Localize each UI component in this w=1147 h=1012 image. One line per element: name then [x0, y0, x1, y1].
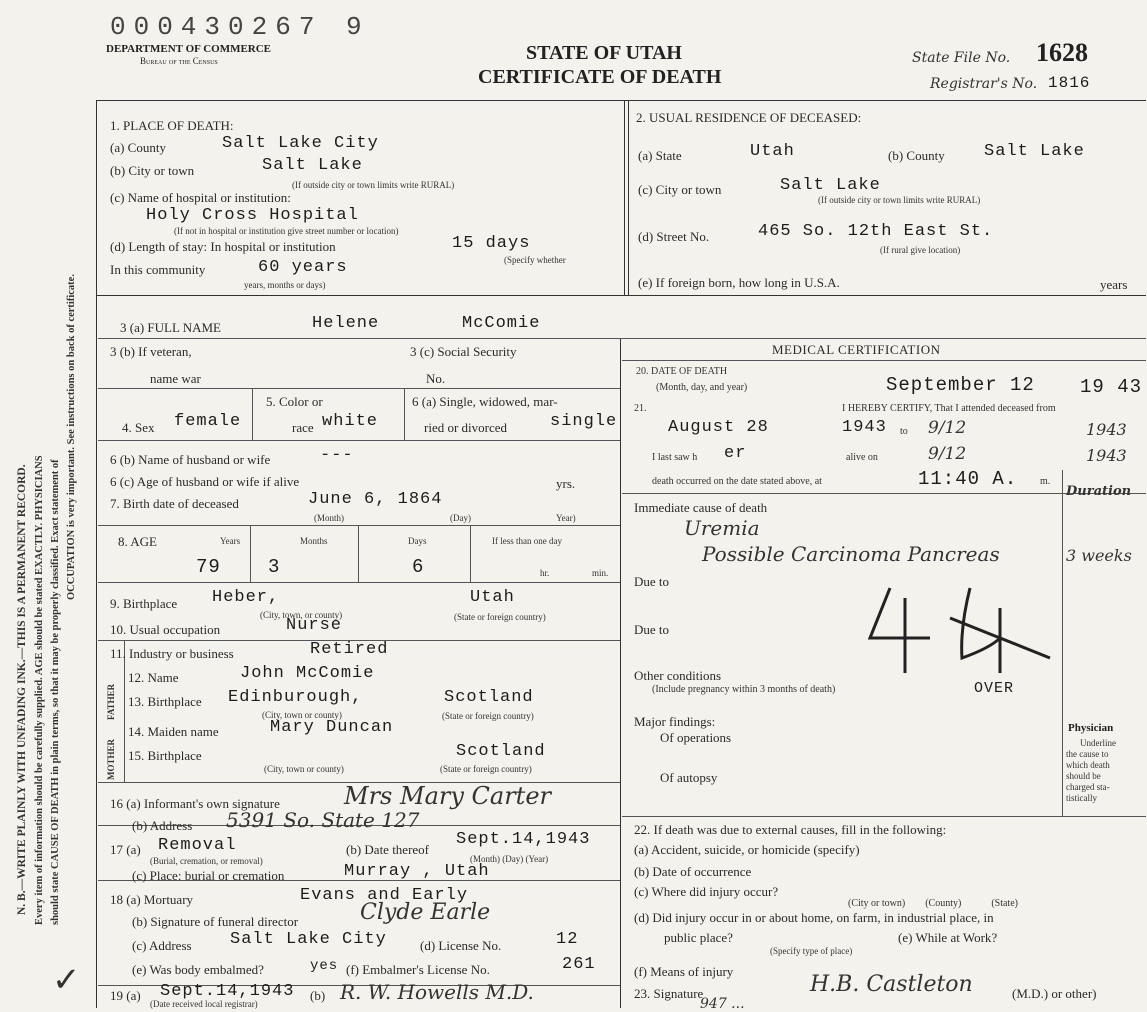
full-name-label: 3 (a) FULL NAME: [120, 320, 221, 335]
embalmed-label: (e) Was body embalmed?: [132, 962, 264, 977]
physician-note-1: Underline: [1080, 738, 1116, 748]
place-city-note: (If outside city or town limits write RURAL): [292, 180, 455, 190]
death-year-value: 19 43: [1080, 376, 1143, 398]
father-city-note: (City, town or county): [262, 710, 342, 720]
father-birthplace-city: Edinburough,: [228, 688, 363, 707]
home-injury-label: (d) Did injury occur in or about home, on farm, in industrial place, in: [634, 910, 994, 925]
duration-header: Duration: [1066, 484, 1132, 499]
attend-to-year: 1943: [1086, 420, 1127, 439]
informant-address: 5391 So. State 127: [226, 808, 420, 832]
filed-note: (Date received local registrar): [150, 999, 258, 1009]
occurrence-label: (b) Date of occurrence: [634, 864, 752, 879]
industry-label: 11. Industry or business: [110, 646, 234, 661]
ssn-label: 3 (c) Social Security: [410, 344, 517, 359]
removal-date-value: Sept.14,1943: [456, 830, 591, 849]
director-signature-label: (b) Signature of funeral director: [132, 914, 299, 929]
license-value: 12: [556, 930, 579, 949]
state-file-label: State File No.: [912, 50, 1011, 66]
residence-county-label: (b) County: [888, 148, 945, 163]
birth-date-value: June 6, 1864: [308, 490, 443, 509]
father-birthplace-country: Scotland: [444, 688, 534, 707]
mother-state-note: (State or foreign country): [440, 764, 532, 774]
place-city-value: Salt Lake: [262, 156, 363, 175]
husband-value: ---: [320, 446, 354, 465]
stay-label: (d) Length of stay: In hospital or institution: [110, 239, 336, 254]
birthplace-city-value: Heber,: [212, 588, 280, 607]
filed-label: 19 (a): [110, 988, 141, 1003]
informant-signature-label: 16 (a) Informant's own signature: [110, 796, 280, 811]
race-label: 5. Color or: [266, 394, 323, 409]
specify-place-note: (Specify type of place): [770, 946, 853, 956]
informant-signature: Mrs Mary Carter: [344, 782, 551, 810]
residence-heading: 2. USUAL RESIDENCE OF DECEASED:: [636, 110, 862, 125]
hospital-note: (If not in hospital or institution give street number or location): [174, 226, 399, 236]
mother-city-note: (City, town or county): [264, 764, 344, 774]
residence-street-value: 465 So. 12th East St.: [758, 222, 994, 241]
alive-date: 9/12: [928, 444, 967, 464]
age-days-value: 6: [412, 556, 425, 578]
age-label: 8. AGE: [118, 534, 157, 549]
birthplace-state-note: (State or foreign country): [454, 612, 546, 622]
burial-place-value: Murray , Utah: [344, 862, 490, 881]
foreign-born-label: (e) If foreign born, how long in U.S.A.: [638, 275, 840, 290]
attend-from-date: August 28: [668, 418, 769, 437]
immediate-cause-1: Uremia: [684, 516, 760, 540]
occurred-label: death occurred on the date stated above, at: [652, 476, 822, 487]
birthplace-state-value: Utah: [470, 588, 515, 607]
physician-note-3: which death: [1066, 760, 1110, 770]
burial-place-label: (c) Place: burial or cremation: [132, 868, 285, 883]
attend-from-year: 1943: [842, 418, 887, 437]
director-signature: Clyde Earle: [360, 900, 491, 925]
mother-tag: MOTHER: [106, 738, 116, 780]
while-at-work-label: (e) While at Work?: [898, 930, 998, 945]
scribble-mark: [850, 578, 1060, 678]
place-county-label: (a) County: [110, 140, 166, 155]
place-heading: 1. PLACE OF DEATH:: [110, 118, 234, 133]
age-days-label: Days: [408, 536, 427, 546]
physician-note-6: tistically: [1066, 793, 1097, 803]
physician-label: Physician: [1068, 722, 1114, 734]
veteran-label: 3 (b) If veteran,: [110, 344, 192, 359]
father-name-label: 12. Name: [128, 670, 179, 685]
certificate-title: CERTIFICATE OF DEATH: [478, 66, 722, 88]
father-name-value: John McComie: [240, 664, 375, 683]
place-county-value: Salt Lake City: [222, 134, 379, 153]
margin-instruction-1: N. B.—WRITE PLAINLY WITH UNFADING INK.—THIS IS A PERMANENT RECORD.: [16, 464, 28, 915]
sex-label: 4. Sex: [122, 420, 155, 435]
state-file-number: 1628: [1036, 38, 1088, 67]
occupation-label: 10. Usual occupation: [110, 622, 221, 637]
certify-text: I HEREBY CERTIFY, That I attended deceased from: [842, 403, 1056, 414]
race-value: white: [322, 412, 379, 431]
margin-check-mark: ✓: [52, 962, 81, 999]
attend-to-label: to: [900, 426, 908, 437]
immediate-cause-label: Immediate cause of death: [634, 500, 768, 515]
physician-note-5: charged sta-: [1066, 782, 1110, 792]
signature-23-label: 23. Signature: [634, 986, 704, 1001]
community-note: years, months or days): [244, 280, 326, 290]
public-place-label: public place?: [664, 930, 733, 945]
death-time-m: m.: [1040, 476, 1051, 487]
margin-instruction-4: OCCUPATION is very important. See instructions on back of certificate.: [66, 274, 77, 600]
registrar-number: 1816: [1048, 74, 1091, 92]
removal-date-label: (b) Date thereof: [346, 842, 430, 857]
removal-date-note: (Month) (Day) (Year): [470, 854, 549, 864]
city-county-state-note: (City or town) (County) (State): [848, 898, 1018, 909]
age-years-label: Years: [220, 536, 241, 546]
age-min-label: min.: [592, 568, 609, 578]
filed-value: Sept.14,1943: [160, 982, 295, 1001]
informant-address-label: (b) Address: [132, 818, 193, 833]
age-months-value: 3: [268, 556, 281, 578]
father-state-note: (State or foreign country): [442, 711, 534, 721]
first-name-value: Helene: [312, 314, 380, 333]
hospital-value: Holy Cross Hospital: [146, 206, 359, 225]
death-time-value: 11:40 A.: [918, 468, 1018, 490]
where-injury-label: (c) Where did injury occur?: [634, 884, 779, 899]
other-conditions-label: Other conditions: [634, 668, 722, 683]
over-label: OVER: [974, 680, 1015, 697]
residence-state-label: (a) State: [638, 148, 682, 163]
md-or-other-label: (M.D.) or other): [1012, 986, 1097, 1001]
mother-name-value: Mary Duncan: [270, 718, 394, 737]
mother-birthplace-label: 15. Birthplace: [128, 748, 202, 763]
registrar-label: Registrar's No.: [930, 76, 1038, 92]
age-hr-label: hr.: [540, 568, 550, 578]
residence-street-note: (If rural give location): [880, 245, 961, 255]
embalmer-license-label: (f) Embalmer's License No.: [346, 962, 490, 977]
industry-value: Retired: [310, 640, 389, 659]
last-saw-value: er: [724, 444, 747, 463]
hospital-label: (c) Name of hospital or institution:: [110, 190, 291, 205]
means-injury-label: (f) Means of injury: [634, 964, 734, 979]
marital-value: single: [550, 412, 618, 431]
specify-note: (Specify whether: [504, 255, 566, 265]
removal-note: (Burial, cremation, or removal): [150, 856, 263, 866]
sex-value: female: [174, 412, 242, 431]
mother-name-label: 14. Maiden name: [128, 724, 219, 739]
age-months-label: Months: [300, 536, 328, 546]
alive-year: 1943: [1086, 446, 1127, 465]
birth-year-note: Year): [556, 513, 576, 523]
serial-number: 000430267 9: [110, 12, 370, 42]
residence-county-value: Salt Lake: [984, 142, 1085, 161]
race-word: race: [292, 420, 314, 435]
residence-city-note: (If outside city or town limits write RURAL): [818, 195, 981, 205]
residence-street-label: (d) Street No.: [638, 229, 710, 244]
mortuary-value: Evans and Early: [300, 886, 469, 905]
birth-date-label: 7. Birth date of deceased: [110, 496, 239, 511]
other-conditions-note: (Include pregnancy within 3 months of death): [652, 684, 836, 695]
registrar-signature: R. W. Howells M.D.: [340, 980, 534, 1004]
father-tag: FATHER: [106, 683, 116, 720]
registrar-sig-label: (b): [310, 988, 326, 1003]
removal-label: 17 (a): [110, 842, 141, 857]
physician-signature: H.B. Castleton: [810, 972, 973, 997]
birthplace-label: 9. Birthplace: [110, 596, 178, 611]
birth-month-note: (Month): [314, 513, 344, 523]
father-birthplace-label: 13. Birthplace: [128, 694, 202, 709]
ssn-no-label: No.: [426, 371, 446, 386]
of-operations-label: Of operations: [660, 730, 732, 745]
name-war-label: name war: [150, 371, 201, 386]
last-name-value: McComie: [462, 314, 541, 333]
husband-age-label: 6 (c) Age of husband or wife if alive: [110, 474, 300, 489]
attend-to-date: 9/12: [928, 418, 967, 438]
husband-label: 6 (b) Name of husband or wife: [110, 452, 271, 467]
husband-age-yrs: yrs.: [556, 476, 576, 491]
physician-note-4: should be: [1066, 771, 1101, 781]
embalmer-license-value: 261: [562, 955, 596, 974]
residence-city-value: Salt Lake: [780, 176, 881, 195]
margin-instruction-3: should state CAUSE OF DEATH in plain terms, so that it may be properly classified. Exact statement of: [50, 459, 61, 925]
occupation-value: Nurse: [286, 616, 343, 635]
place-city-label: (b) City or town: [110, 163, 195, 178]
bureau-name: Bureau of the Census: [140, 56, 218, 66]
immediate-cause-2: Possible Carcinoma Pancreas: [702, 542, 1000, 566]
age-less-day-label: If less than one day: [492, 536, 562, 546]
death-date-value: September 12: [886, 374, 1035, 396]
accident-label: (a) Accident, suicide, or homicide (specify): [634, 842, 860, 857]
residence-city-label: (c) City or town: [638, 182, 722, 197]
physician-address-partial: 947 ...: [700, 996, 745, 1012]
major-findings-label: Major findings:: [634, 714, 716, 729]
due-to-1-label: Due to: [634, 574, 670, 589]
director-address-value: Salt Lake City: [230, 930, 387, 949]
num-21: 21.: [634, 403, 647, 414]
license-label: (d) License No.: [420, 938, 502, 953]
margin-instruction-2: Every item of information should be carefully supplied. AGE should be stated EXACTLY. PHYSICIANS: [34, 455, 45, 925]
community-label: In this community: [110, 262, 206, 277]
medical-heading: MEDICAL CERTIFICATION: [772, 342, 941, 357]
department-name: DEPARTMENT OF COMMERCE: [106, 43, 272, 55]
of-autopsy-label: Of autopsy: [660, 770, 718, 785]
death-date-sub: (Month, day, and year): [656, 382, 748, 393]
residence-state-value: Utah: [750, 142, 795, 161]
due-to-2-label: Due to: [634, 622, 670, 637]
last-saw-label: I last saw h: [652, 452, 698, 463]
marital-label-2: ried or divorced: [424, 420, 508, 435]
removal-value: Removal: [158, 836, 237, 855]
death-date-label: 20. DATE OF DEATH: [636, 366, 728, 377]
embalmed-value: yes: [310, 958, 339, 974]
physician-note-2: the cause to: [1066, 749, 1109, 759]
state-title: STATE OF UTAH: [526, 42, 682, 64]
duration-value: 3 weeks: [1066, 546, 1132, 565]
foreign-years: years: [1100, 277, 1128, 292]
mother-birthplace-country: Scotland: [456, 742, 546, 761]
community-value: 60 years: [258, 258, 348, 277]
external-causes-label: 22. If death was due to external causes, fill in the following:: [634, 822, 947, 837]
stay-value: 15 days: [452, 234, 531, 253]
alive-on-label: alive on: [846, 452, 878, 463]
age-years-value: 79: [196, 556, 221, 578]
mortuary-label: 18 (a) Mortuary: [110, 892, 194, 907]
birth-day-note: (Day): [450, 513, 471, 523]
birthplace-city-note: (City, town, or county): [260, 610, 343, 620]
marital-label: 6 (a) Single, widowed, mar-: [412, 394, 558, 409]
director-address-label: (c) Address: [132, 938, 192, 953]
